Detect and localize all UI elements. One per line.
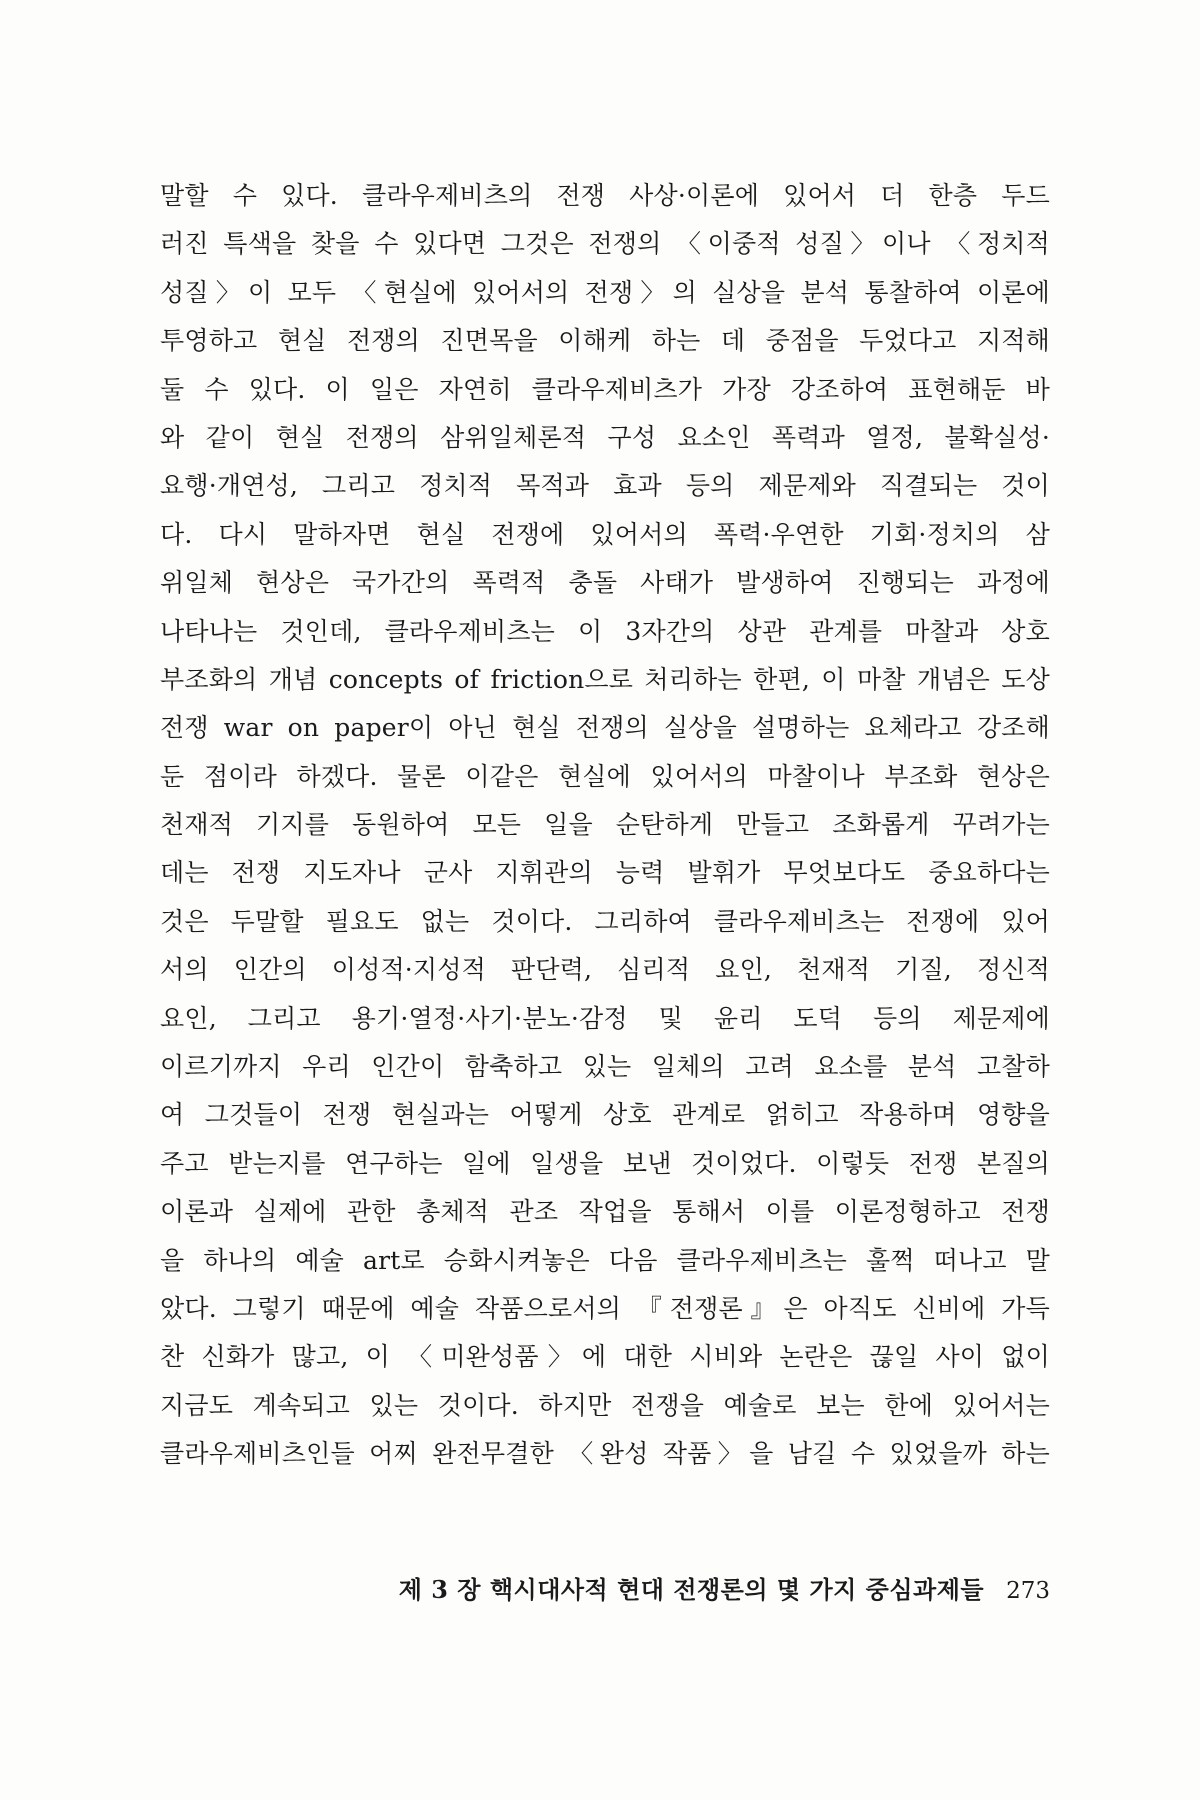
text-line: 요행·개연성, 그리고 정치적 목적과 효과 등의 제문제와 직결되는 것이 (160, 471, 1050, 501)
text-line: 위일체 현상은 국가간의 폭력적 충돌 사태가 발생하여 진행되는 과정에 (160, 568, 1050, 598)
text-line: 았다. 그렇기 때문에 예술 작품으로서의 『전쟁론』은 아직도 신비에 가득 (160, 1293, 1050, 1323)
text-line: 데는 전쟁 지도자나 군사 지휘관의 능력 발휘가 무엇보다도 중요하다는 (160, 858, 1050, 888)
text-line: 이론과 실제에 관한 총체적 관조 작업을 통해서 이를 이론정형하고 전쟁 (160, 1197, 1050, 1227)
text-line: 요인, 그리고 용기·열정·사기·분노·감정 및 윤리 도덕 등의 제문제에 (160, 1003, 1050, 1033)
text-line: 주고 받는지를 연구하는 일에 일생을 보낸 것이었다. 이렇듯 전쟁 본질의 (160, 1148, 1050, 1178)
text-line: 다. 다시 말하자면 현실 전쟁에 있어서의 폭력·우연한 기회·정치의 삼 (160, 519, 1050, 549)
text-line: 말할 수 있다. 클라우제비츠의 전쟁 사상·이론에 있어서 더 한층 두드 (160, 181, 1050, 210)
text-line: 둔 점이라 하겠다. 물론 이같은 현실에 있어서의 마찰이나 부조화 현상은 (160, 761, 1050, 791)
body-text (160, 172, 1050, 1479)
text-line: 부조화의 개념 concepts of friction으로 처리하는 한편, 이 마찰 개념은 도상 (160, 664, 1050, 694)
text-line: 서의 인간의 이성적·지성적 판단력, 심리적 요인, 천재적 기질, 정신적 (160, 955, 1050, 985)
page-number: 273 (1006, 1578, 1050, 1604)
text-line: 이르기까지 우리 인간이 함축하고 있는 일체의 고려 요소를 분석 고찰하 (160, 1052, 1050, 1082)
text-line: 지금도 계속되고 있는 것이다. 하지만 전쟁을 예술로 보는 한에 있어서는 (160, 1390, 1050, 1420)
text-line: 나타나는 것인데, 클라우제비츠는 이 3자간의 상관 관계를 마찰과 상호 (160, 616, 1050, 646)
text-line: 와 같이 현실 전쟁의 삼위일체론적 구성 요소인 폭력과 열정, 불확실성· (160, 422, 1050, 452)
text-line: 클라우제비츠인들 어찌 완전무결한 〈완성 작품〉을 남길 수 있었을까 하는 (160, 1439, 1050, 1469)
text-line: 전쟁 war on paper이 아닌 현실 전쟁의 실상을 설명하는 요체라고 강조해 (160, 713, 1050, 743)
text-line: 러진 특색을 찾을 수 있다면 그것은 전쟁의 〈이중적 성질〉이나 〈정치적 (160, 229, 1050, 259)
text-line: 성질〉이 모두 〈현실에 있어서의 전쟁〉의 실상을 분석 통찰하여 이론에 (160, 277, 1050, 307)
text-line: 것은 두말할 필요도 없는 것이다. 그리하여 클라우제비츠는 전쟁에 있어 (160, 906, 1050, 936)
running-footer (350, 1570, 1050, 1610)
text-line: 을 하나의 예술 art로 승화시켜놓은 다음 클라우제비츠는 훌쩍 떠나고 말 (160, 1245, 1050, 1275)
chapter-title: 제 3 장 핵시대사적 현대 전쟁론의 몇 가지 중심과제들 (398, 1575, 985, 1604)
text-line: 둘 수 있다. 이 일은 자연히 클라우제비츠가 가장 강조하여 표현해둔 바 (160, 374, 1050, 404)
text-line: 찬 신화가 많고, 이 〈미완성품〉에 대한 시비와 논란은 끊일 사이 없이 (160, 1342, 1050, 1372)
text-line: 투영하고 현실 전쟁의 진면목을 이해케 하는 데 중점을 두었다고 지적해 (160, 326, 1050, 356)
text-line: 천재적 기지를 동원하여 모든 일을 순탄하게 만들고 조화롭게 꾸려가는 (160, 810, 1050, 840)
text-line: 여 그것들이 전쟁 현실과는 어떻게 상호 관계로 얽히고 작용하며 영향을 (160, 1100, 1050, 1130)
